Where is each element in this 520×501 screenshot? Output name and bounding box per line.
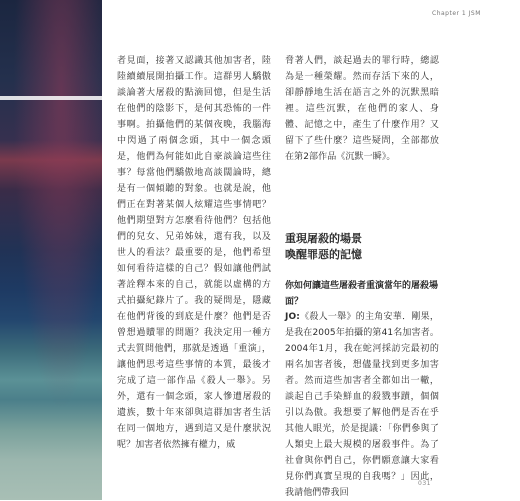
cover-photo-haze	[0, 0, 102, 500]
right-column	[285, 53, 439, 165]
right-column-paragraph: 脅著人們，談起過去的罪行時，總認為是一種榮耀。然而存活下來的人，卻靜靜地生活在語言之外的沉默黑暗裡。這些沉默，在他們的家人、身體、記憶之中，產生了什麼作用？又留下了些什麼？這些疑問，全部都放在第2部作品《沉默一瞬》。	[285, 56, 439, 162]
left-column-paragraph: 者見面，接著又認識其他加害者，陸陸續續展開拍攝工作。這群男人驕傲談論著大屠殺的點滴回憶，但是生活在他們的陰影下，是何其恐怖的一件事啊。拍攝他們的某個夜晚，我腦海中閃過了兩個念頭，其中一個念頭是，他們為何能如此自豪談論這些往事？每當他們驕傲地高談闊論時，總是有一個傾聽的對象。也就是說，他們正在對著某個人炫耀這些事情吧？他們期望對方怎麼看待他們？包括他們的兒女、兄弟姊妹，還有我，以及世人的看法？最重要的是，他們希望如何看待這樣的自己？假如讓他們試著詮釋本來的自己，就能以虛構的方式拍攝紀錄片了。我的疑問是，隱藏在他們背後的到底是什麼？他們是否曾想過贖罪的問題？我決定用一種方式去質問他們，那就是透過「重演」，讓他們思考這些事情的本質，最後才完成了這一部作品《殺人一舉》。另外，還有一個念頭，家人慘遭屠殺的遺族，數十年來卻與這群加害者生活在同一個地方，遇到這又是什麼狀況呢？加害者依然擁有權力，威	[117, 56, 271, 450]
interview-question: 你如何讓這些屠殺者重演當年的屠殺場面？	[285, 281, 439, 307]
interview-answer	[285, 309, 439, 501]
answer-speaker: JO:	[285, 312, 300, 322]
answer-text: 《殺人一舉》的主角安華．剛果，是我在2005年拍攝的第41名加害者。2004年1月，我在蛇河採訪完最初的兩名加害者後，想儘量找到更多加害者。然而這些加害者全都如出一轍，談起自己手染鮮血的殺戮事蹟，個個引以為傲。我想要了解他們是否在乎其他人眼光，於是提議：「你們參與了人類史上最大規模的屠殺事件。為了社會與你們自己，你們願意讓大家看見你們真實呈現的自我嗎？」因此，我請他們帶我回	[285, 312, 439, 498]
section-heading: 重現屠殺的場景 喚醒罪惡的記憶	[285, 232, 362, 261]
left-column	[117, 53, 271, 453]
page-number: 031	[418, 480, 431, 487]
running-head: Chapter 1 JSM	[432, 10, 481, 17]
cover-photo-band	[0, 96, 102, 100]
answer-paragraph	[285, 309, 439, 501]
